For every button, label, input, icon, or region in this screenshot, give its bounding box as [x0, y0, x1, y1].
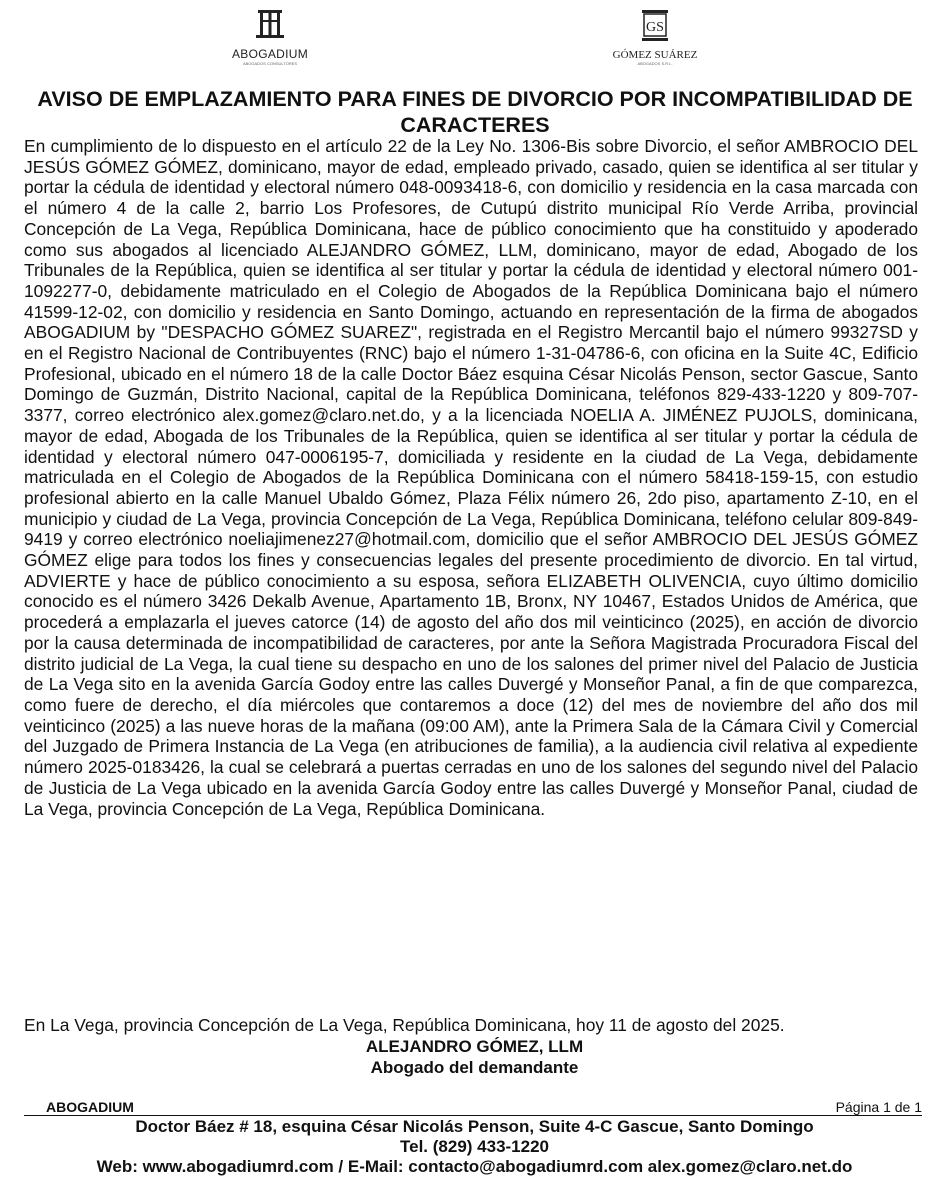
footer-address: Doctor Báez # 18, esquina César Nicolás Penson, Suite 4-C Gascue, Santo Domingo: [135, 1117, 814, 1136]
footer-phone: Tel. (829) 433-1220: [400, 1137, 549, 1156]
gomez-suarez-logo: [600, 8, 710, 66]
signer-role: Abogado del demandante: [370, 1058, 579, 1077]
gomez-suarez-emblem-icon: [638, 8, 672, 44]
gs-initials: GS: [646, 20, 664, 35]
footer-brand: ABOGADIUM: [46, 1099, 134, 1115]
gomez-suarez-logo-text: GÓMEZ SUÁREZ: [612, 49, 698, 61]
footer-contact: [0, 1117, 949, 1177]
notice-body: En cumplimiento de lo dispuesto en el artículo 22 de la Ley No. 1306-Bis sobre Divorcio, el señor AMBROCIO DEL JESÚS GÓMEZ GÓMEZ, dominicano, mayor de edad, empleado privado, casado, quien se identifica al ser titular y portar la cédula de identidad y electoral número 048-0093418-6, con domicilio y residencia en la casa marcada con el número 4 de la calle 2, barrio Los Profesores, de Cutupú distrito municipal Río Verde Arriba, provincial Concepción de La Vega, República Dominicana, hace de público conocimiento que ha constituido y apoderado como sus abogados al licenciado ALEJANDRO GÓMEZ, LLM, dominicano, mayor de edad, Abogado de los Tribunales de la República, quien se identifica al ser titular y portar la cédula de identidad y electoral número 001-1092277-0, debidamente matriculado en el Colegio de Abogados de la República Dominicana bajo el número 41599-12-02, con domicilio y residencia en Santo Domingo, actuando en representación de la firma de abogados ABOGADIUM by "DESPACHO GÓMEZ SUAREZ", registrada en el Registro Mercantil bajo el número 99327SD y en el Registro Nacional de Contribuyentes (RNC) bajo el número 1-31-04786-6, con oficina en la Suite 4C, Edificio Profesional, ubicado en el número 18 de la calle Doctor Báez esquina César Nicolás Penson, sector Gascue, Santo Domingo de Guzmán, Distrito Nacional, capital de la República Dominicana, teléfonos 829-433-1220 y 809-707-3377, correo electrónico alex.gomez@claro.net.do, y a la licenciada NOELIA A. JIMÉNEZ PUJOLS, dominicana, mayor de edad, Abogada de los Tribunales de la República, quien se identifica al ser titular y portar la cédula de identidad y electoral número 047-0006195-7, domiciliada y residente en la ciudad de La Vega, debidamente matriculada en el Colegio de Abogados de la República Dominicana con el número 58418-159-15, con estudio profesional abierto en la calle Manuel Ubaldo Gómez, Plaza Félix número 26, 2do piso, apartamento Z-10, en el municipio y ciudad de La Vega, provincia Concepción de La Vega, República Dominicana, teléfono celular 809-849-9419 y correo electrónico noeliajimenez27@hotmail.com, domicilio que el señor AMBROCIO DEL JESÚS GÓMEZ GÓMEZ elige para todos los fines y consecuencias legales del presente procedimiento de divorcio. En tal virtud, ADVIERTE y hace de público conocimiento a su esposa, señora ELIZABETH OLIVENCIA, cuyo último domicilio conocido es el número 3426 Dekalb Avenue, Apartamento 1B, Bronx, NY 10467, Estados Unidos de América, que procederá a emplazarla el jueves catorce (14) de agosto del año dos mil veinticinco (2025), en acción de divorcio por la causa determinada de incompatibilidad de caracteres, por ante la Señora Magistrada Procuradora Fiscal del distrito judicial de La Vega, la cual tiene su despacho en uno de los salones del primer nivel del Palacio de Justicia de La Vega sito en la avenida García Godoy entre las calles Duvergé y Monseñor Panal, a fin de que comparezca, como fuere de derecho, el día miércoles que contaremos a doce (12) del mes de noviembre del año dos mil veinticinco (2025) a las nueve horas de la mañana (09:00 AM), ante la Primera Sala de la Cámara Civil y Comercial del Juzgado de Primera Instancia de La Vega (en atribuciones de familia), a la audiencia civil relativa al expediente número 2025-0183426, la cual se celebrará a puertas cerradas en uno de los salones del segundo nivel del Palacio de Justicia de La Vega ubicado en la avenida García Godoy entre las calles Duvergé y Monseñor Panal, ciudad de La Vega, provincia Concepción de La Vega, República Dominicana.: [24, 136, 918, 819]
notice-closing: En La Vega, provincia Concepción de La Vega, República Dominicana, hoy 11 de agosto del 2025.: [24, 1015, 785, 1035]
footer-web: Web: www.abogadiumrd.com / E-Mail: contacto@abogadiumrd.com alex.gomez@claro.net.do: [96, 1157, 853, 1176]
signer-name: ALEJANDRO GÓMEZ, LLM: [365, 1037, 584, 1056]
gomez-suarez-logo-tagline: ABOGADOS S.R.L.: [637, 61, 673, 66]
abogadium-logo: [215, 8, 325, 66]
abogadium-logo-text: ABOGADIUM: [231, 47, 309, 61]
footer-rule: [24, 1099, 922, 1116]
signature-block: [0, 1036, 949, 1078]
abogadium-emblem-icon: [250, 8, 290, 42]
notice-title: AVISO DE EMPLAZAMIENTO PARA FINES DE DIVORCIO POR INCOMPATIBILIDAD DE CARACTERES: [37, 87, 913, 137]
abogadium-logo-tagline: ABOGADOS CONSULTORES: [242, 61, 298, 66]
page-number: Página 1 de 1: [835, 1099, 922, 1115]
header-logos: [0, 8, 949, 78]
